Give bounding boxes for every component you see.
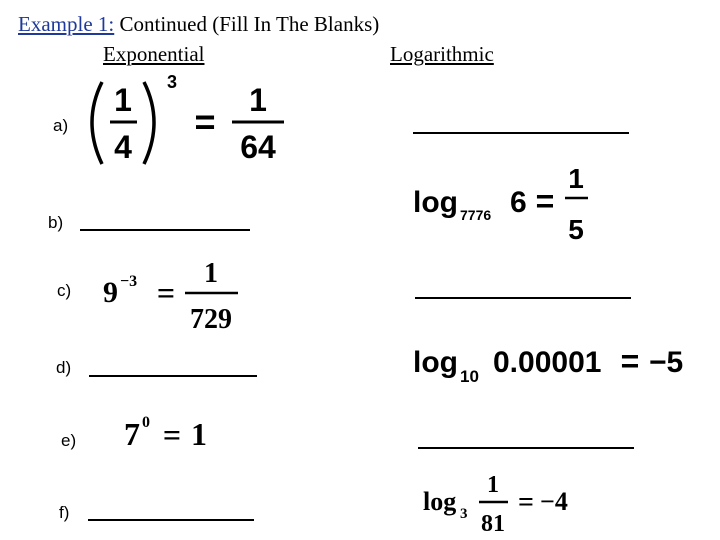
item-e-exponential-equation <box>120 410 220 455</box>
exponent: −3 <box>120 273 138 290</box>
column-heading-logarithmic: Logarithmic <box>390 42 494 66</box>
slide-title <box>18 12 379 37</box>
log-base: 3 <box>460 506 468 522</box>
item-f-label: f) <box>59 503 70 522</box>
base: 9 <box>103 276 118 309</box>
item-d-logarithmic-equation <box>410 335 700 390</box>
log-base: 7776 <box>460 207 492 223</box>
right-paren <box>144 82 154 164</box>
exponent: 3 <box>167 72 178 92</box>
result-denominator: 64 <box>240 129 276 165</box>
item-a-label: a) <box>53 116 69 135</box>
log-argument: 0.00001 <box>493 346 602 379</box>
item-d-label: d) <box>56 358 72 377</box>
item-b-label: b) <box>48 213 64 232</box>
result-numerator: 1 <box>204 258 218 289</box>
item-b-exponential-blank[interactable] <box>80 229 250 231</box>
equals-sign: = <box>535 183 555 219</box>
equals-sign: = <box>194 101 216 142</box>
log-base: 10 <box>460 367 479 386</box>
equals-sign: = <box>620 343 640 379</box>
base-numerator: 1 <box>114 82 132 118</box>
result-numerator: 1 <box>249 82 267 118</box>
item-d-exponential-blank[interactable] <box>89 375 257 377</box>
result-denominator: 5 <box>568 214 584 245</box>
item-b-logarithmic-equation <box>410 160 600 245</box>
base: 7 <box>124 416 140 452</box>
item-f-logarithmic-equation <box>420 468 580 538</box>
argument-numerator: 1 <box>487 472 499 498</box>
title-rest: Continued (Fill In The Blanks) <box>114 12 380 36</box>
equals-sign: = <box>162 417 182 453</box>
item-c-logarithmic-blank[interactable] <box>415 297 631 299</box>
log-word: log <box>413 346 458 379</box>
equals-sign: = <box>156 275 176 311</box>
item-e-label: e) <box>61 431 77 450</box>
item-a-logarithmic-blank[interactable] <box>413 132 629 134</box>
log-word: log <box>413 186 458 219</box>
item-a-exponential-equation <box>80 72 290 172</box>
log-argument: 6 <box>510 186 527 219</box>
result-numerator: 1 <box>568 163 584 194</box>
column-heading-exponential: Exponential <box>103 42 205 66</box>
title-prefix: Example 1: <box>18 12 115 36</box>
result: −5 <box>649 346 684 379</box>
item-e-logarithmic-blank[interactable] <box>418 447 634 449</box>
item-c-exponential-equation <box>100 256 245 334</box>
item-c-label: c) <box>57 281 72 300</box>
result-denominator: 729 <box>190 304 232 334</box>
item-f-exponential-blank[interactable] <box>88 519 254 521</box>
left-paren <box>92 82 102 164</box>
exponent: 0 <box>142 414 150 431</box>
argument-denominator: 81 <box>481 511 505 537</box>
base-denominator: 4 <box>114 129 132 165</box>
result: −4 <box>540 487 568 516</box>
equals-sign: = <box>518 487 534 518</box>
result: 1 <box>191 416 207 452</box>
log-word: log <box>423 487 457 516</box>
